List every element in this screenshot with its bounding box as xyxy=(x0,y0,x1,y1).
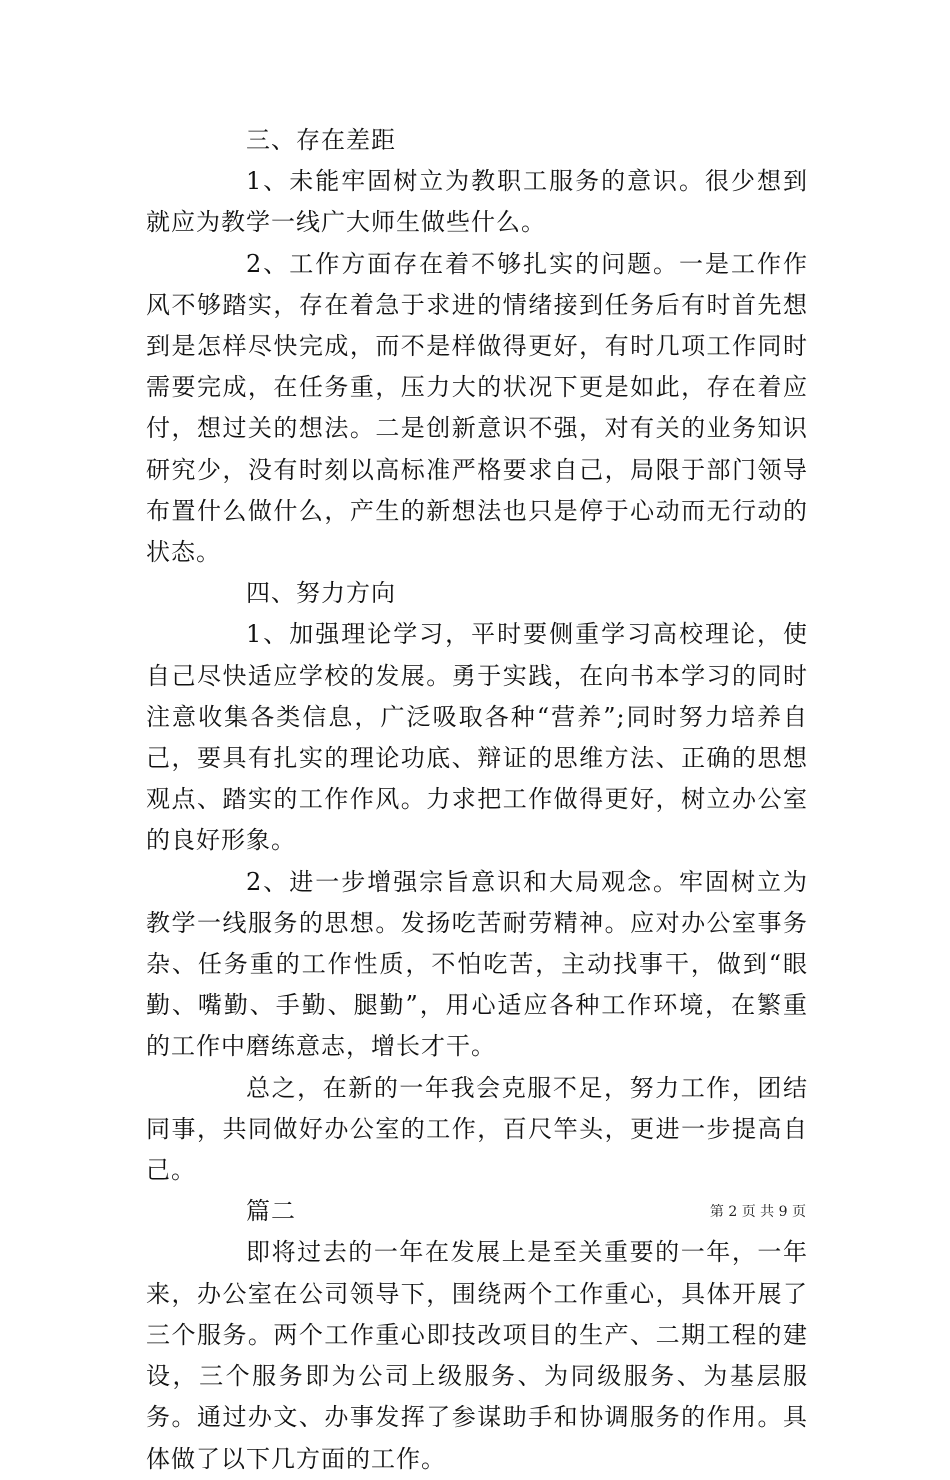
section-heading-direction: 四、努力方向 xyxy=(246,579,396,608)
paragraph-direction-1: 1、加强理论学习，平时要侧重学习高校理论，使自己尽快适应学校的发展。勇于实践，在向书本学习的同时注意收集各类信息，广泛吸取各种“营养”;同时努力培养自己，要具有扎实的理论功底、辩证的思维方法、正确的思想观点、踏实的工作作风。力求把工作做得更好，树立办公室的良好形象。 xyxy=(146,620,808,855)
paragraph-direction-2: 2、进一步增强宗旨意识和大局观念。牢固树立为教学一线服务的思想。发扬吃苦耐劳精神。应对办公室事务杂、任务重的工作性质，不怕吃苦，主动找事干，做到“眼勤、嘴勤、手勤、腿勤”，用心适应各种工作环境，在繁重的工作中磨练意志，增长才干。 xyxy=(146,867,808,1061)
paragraph-summary: 总之，在新的一年我会克服不足，努力工作，团结同事，共同做好办公室的工作，百尺竿头，更进一步提高自己。 xyxy=(146,1073,808,1185)
paragraph-gap-2: 2、工作方面存在着不够扎实的问题。一是工作作风不够踏实，存在着急于求进的情绪接到任务后有时首先想到是怎样尽快完成，而不是样做得更好，有时几项工作同时需要完成，在任务重，压力大的状况下更是如此，存在着应付，想过关的想法。二是创新意识不强，对有关的业务知识研究少，没有时刻以高标准严格要求自己，局限于部门领导布置什么做什么，产生的新想法也只是停于心动而无行动的状态。 xyxy=(146,249,808,567)
paragraph-gap-1: 1、未能牢固树立为教职工服务的意识。很少想到就应为教学一线广大师生做些什么。 xyxy=(146,167,808,237)
page-footer: 第 2 页 共 9 页 xyxy=(709,1204,806,1220)
document-body xyxy=(146,120,808,1480)
section-heading-gaps: 三、存在差距 xyxy=(246,126,396,154)
section-heading-part-two: 篇二 xyxy=(246,1197,296,1226)
paragraph-part-two-intro: 即将过去的一年在发展上是至关重要的一年，一年来，办公室在公司领导下，围绕两个工作重心，具体开展了三个服务。两个工作重心即技改项目的生产、二期工程的建设，三个服务即为公司上级服务、为同级服务、为基层服务。通过办文、办事发挥了参谋助手和协调服务的作用。具体做了以下几方面的工作。 xyxy=(146,1238,808,1473)
